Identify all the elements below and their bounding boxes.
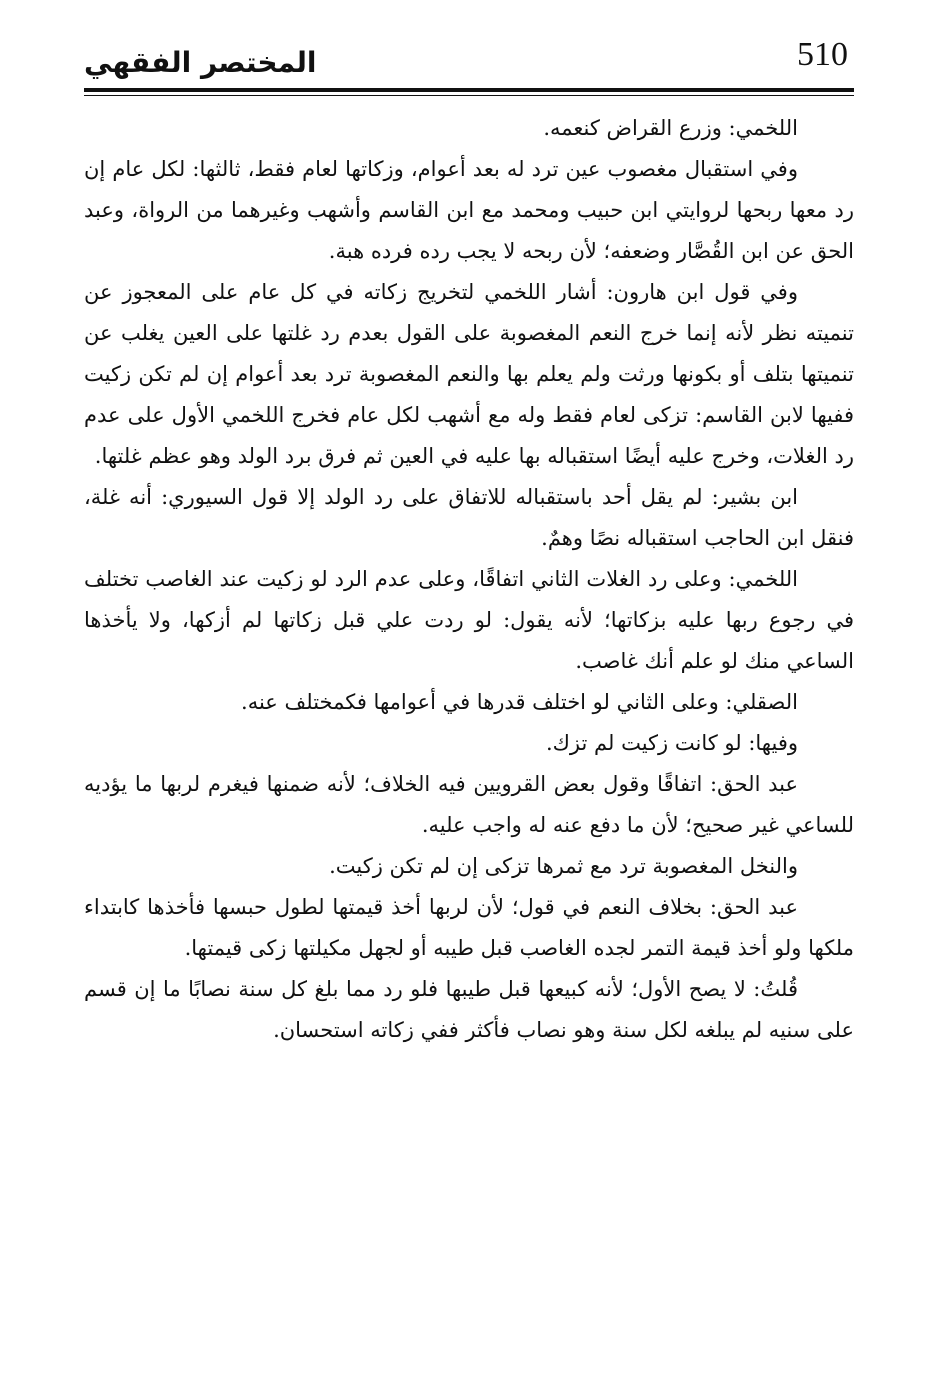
body-text [84, 108, 854, 1051]
header-rule-thick [84, 88, 854, 92]
paragraph: وفي استقبال مغصوب عين ترد له بعد أعوام، وزكاتها لعام فقط، ثالثها: لكل عام إن رد معها ربحها لروايتي ابن حبيب ومحمد مع ابن القاسم وأشهب وغيرهما من الرواة، وعبد الحق عن ابن القُصَّار وضعفه؛ لأن ربحه لا يجب رده فرده هبة. [84, 157, 854, 263]
paragraph: الصقلي: وعلى الثاني لو اختلف قدرها في أعوامها فكمختلف عنه. [241, 690, 798, 714]
paragraph: اللخمي: وعلى رد الغلات الثاني اتفاقًا، وعلى عدم الرد لو زكيت عند الغاصب تختلف في رجوع ربها عليه بزكاتها؛ لأنه يقول: لو ردت علي قبل زكاتها لم أزكها، ولا يأخذها الساعي منك لو علم أنك غاصب. [84, 567, 854, 673]
paragraph: والنخل المغصوبة ترد مع ثمرها تزكى إن لم تكن زكيت. [329, 854, 798, 878]
running-title: المختصر الفقهي [84, 46, 317, 79]
paragraph: وفي قول ابن هارون: أشار اللخمي لتخريج زكاته في كل عام على المعجوز عن تنميته نظر لأنه إنما خرج النعم المغصوبة على القول بعدم رد غلتها على العين يغلب عن تنميتها بتلف أو بكونها ورثت ولم يعلم بها والنعم المغصوبة ترد بعد أعوام إن لم تكن زكيت ففيها لابن القاسم: تزكى لعام فقط وله مع أشهب لكل عام فخرج اللخمي الأول على عدم رد الغلات، وخرج عليه أيضًا استقباله بها عليه في العين ثم فرق برد الولد وهو عظم غلتها. [84, 280, 854, 468]
page-number: 510 [797, 36, 848, 73]
header-rule-thin [84, 95, 854, 96]
paragraph: اللخمي: وزرع القراض كنعمه. [543, 116, 798, 140]
paragraph: ابن بشير: لم يقل أحد باستقباله للاتفاق على رد الولد إلا قول السيوري: أنه غلة، فنقل ابن الحاجب استقباله نصًا وهمٌ. [84, 485, 854, 550]
paragraph: قُلتُ: لا يصح الأول؛ لأنه كبيعها قبل طيبها فلو رد مما بلغ كل سنة نصابًا ما إن قسم على سنيه لم يبلغه لكل سنة وهو نصاب فأكثر ففي زكاته استحسان. [84, 977, 854, 1042]
paragraph: عبد الحق: اتفاقًا وقول بعض القرويين فيه الخلاف؛ لأنه ضمنها فيغرم لربها ما يؤديه للساعي غير صحيح؛ لأن ما دفع عنه له واجب عليه. [84, 772, 854, 837]
paragraph: وفيها: لو كانت زكيت لم تزك. [545, 731, 798, 755]
paragraph: عبد الحق: بخلاف النعم في قول؛ لأن لربها أخذ قيمتها لطول حبسها فأخذها كابتداء ملكها ولو أخذ قيمة التمر لجده الغاصب قبل طيبه أو لجهل مكيلتها زكى قيمتها. [84, 895, 854, 960]
page-header [84, 30, 854, 90]
